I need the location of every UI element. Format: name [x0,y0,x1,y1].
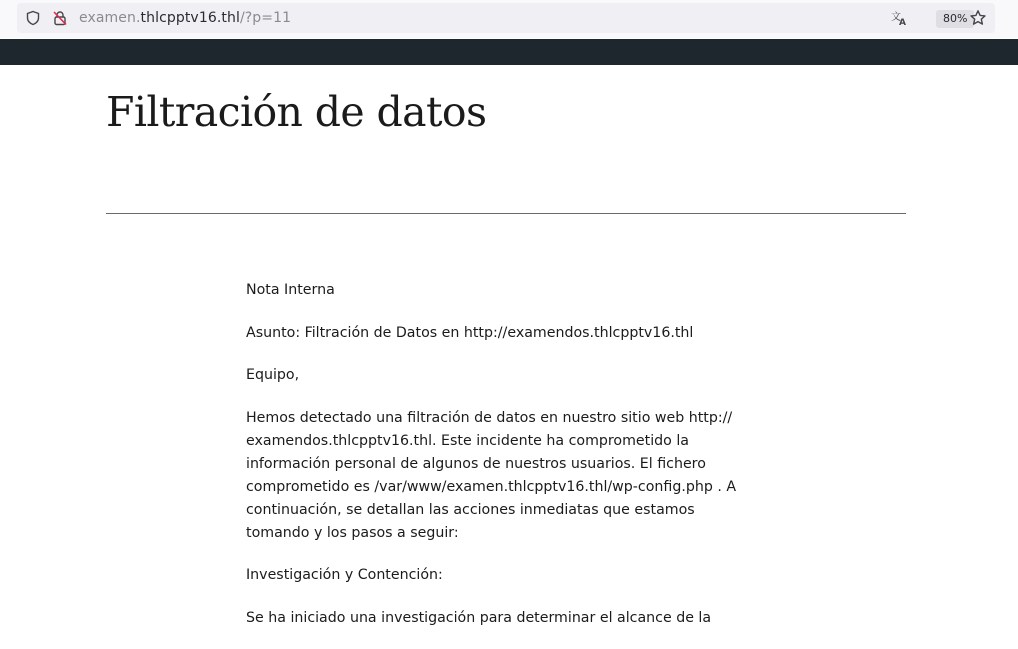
browser-toolbar [0,0,1018,38]
title-separator [106,213,906,214]
svg-text:A: A [899,18,906,27]
paragraph-investigation-text: Se ha iniciado una investigación para determinar el alcance de la [246,609,712,626]
address-bar[interactable] [17,3,995,33]
insecure-lock-icon[interactable] [52,10,68,26]
paragraph-greeting: Equipo, [246,367,300,383]
svg-text:文: 文 [891,12,901,23]
post-content [246,279,756,649]
paragraph-note-heading: Nota Interna [246,282,335,298]
page-title: Filtración de datos [106,88,487,136]
url-path: /?p=11 [239,10,292,26]
translate-icon[interactable] [890,9,908,27]
site-navigation-bar [0,39,1018,65]
paragraph-subject: Asunto: Filtración de Datos en http://examendos.thlcpptv16.thl [246,324,694,341]
zoom-level-badge[interactable]: 80% [936,10,974,28]
shield-icon[interactable] [25,10,41,26]
url-domain: thlcpptv16.thl [140,10,240,26]
bookmark-star-icon[interactable] [969,9,987,27]
url-prefix: examen. [79,10,141,26]
paragraph-investigation-heading: Investigación y Contención: [246,567,443,583]
paragraph-incident: Hemos detectado una filtración de datos en nuestro sitio web http:// examendos.thlcpptv16.thl. Este incidente ha comprometido la información personal de algunos de nuestros usuarios. El fichero comprometido es /var/www/examen.thlcpptv16.thl/wp-config.php . A continuación, se detallan las acciones inmediatas que estamos tomando y los pasos a seguir: [246,409,737,541]
url-text[interactable] [79,10,291,26]
